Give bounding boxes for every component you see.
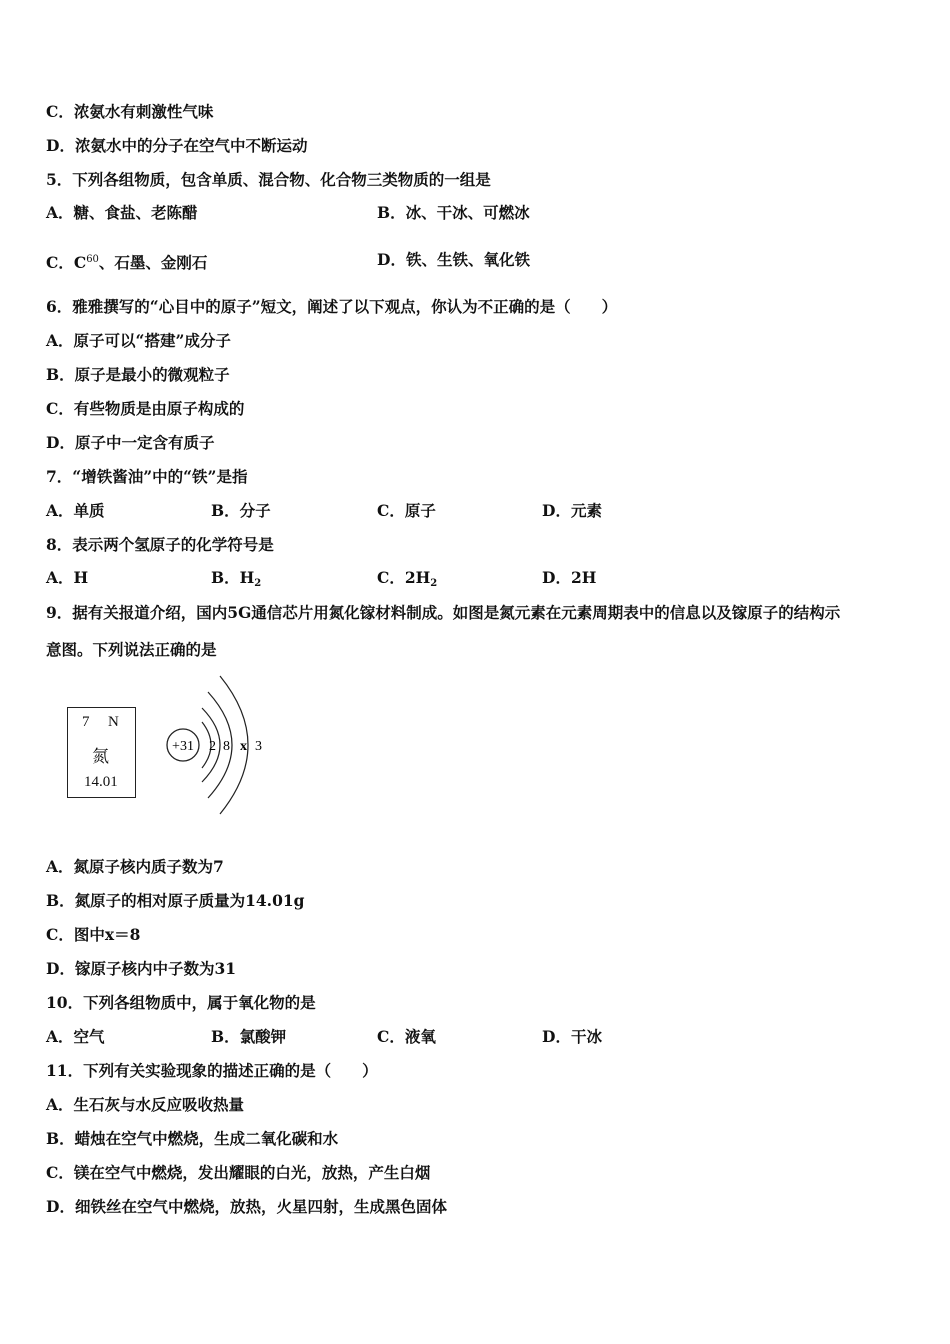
q8-option-c-text: C．2H [377,568,431,587]
atom-structure-diagram [60,670,320,820]
question-6: 6．雅雅撰写的“心目中的原子”短文，阐述了以下观点，你认为不正确的是（ ） [46,297,618,316]
question-5: 5．下列各组物质，包含单质、混合物、化合物三类物质的一组是 [46,170,491,189]
nucleus-charge: +31 [172,739,194,754]
q9-option-d: D．镓原子核内中子数为31 [46,959,237,978]
question-8: 8．表示两个氢原子的化学符号是 [46,535,274,554]
q10-option-a: A．空气 [46,1027,105,1046]
question-9-figure [60,670,320,820]
question-9-line-2: 意图。下列说法正确的是 [46,640,217,659]
q8-option-b-subscript: 2 [254,578,262,589]
q5-option-c-superscript: 60 [86,254,99,265]
shell-4-count: 3 [255,739,262,754]
shell-2-count: 8 [223,739,230,754]
q6-option-c: C．有些物质是由原子构成的 [46,399,245,418]
shell-3-count: x [240,739,247,754]
q8-option-b-text: B．H [211,568,255,587]
q5-option-d: D．铁、生铁、氧化铁 [377,250,530,269]
question-11: 11．下列有关实验现象的描述正确的是（ ） [46,1061,378,1080]
q7-option-c: C．原子 [377,501,436,520]
q8-option-d: D．2H [542,568,597,587]
q11-option-c: C．镁在空气中燃烧，发出耀眼的白光，放热，产生白烟 [46,1163,431,1182]
q6-option-a: A．原子可以“搭建”成分子 [46,331,231,350]
q8-option-c [377,568,437,594]
q9-option-a: A．氮原子核内质子数为7 [46,857,224,876]
question-9-line-1: 9．据有关报道介绍，国内5G通信芯片用氮化镓材料制成。如图是氮元素在元素周期表中的信息以及镓原子的结构示 [46,603,841,622]
q6-option-d: D．原子中一定含有质子 [46,433,215,452]
q8-option-a: A．H [46,568,89,587]
q4-option-c: C．浓氨水有刺激性气味 [46,102,214,121]
q10-option-d: D．干冰 [542,1027,602,1046]
q7-option-b: B．分子 [211,501,271,520]
q7-option-a: A．单质 [46,501,105,520]
q5-option-a: A．糖、食盐、老陈醋 [46,203,198,222]
element-atomic-number: 7 [82,714,90,730]
q10-option-b: B．氯酸钾 [211,1027,287,1046]
q7-option-d: D．元素 [542,501,602,520]
question-10: 10．下列各组物质中，属于氧化物的是 [46,993,316,1012]
q9-option-b: B．氮原子的相对原子质量为14.01g [46,891,305,910]
q4-option-d: D．浓氨水中的分子在空气中不断运动 [46,136,308,155]
question-7: 7．“增铁酱油”中的“铁”是指 [46,467,248,486]
q8-option-c-subscript: 2 [430,578,438,589]
q11-option-b: B．蜡烛在空气中燃烧，生成二氧化碳和水 [46,1129,339,1148]
element-atomic-mass: 14.01 [84,774,118,790]
element-symbol: N [108,714,119,730]
q6-option-b: B．原子是最小的微观粒子 [46,365,230,384]
q11-option-a: A．生石灰与水反应吸收热量 [46,1095,245,1114]
q9-option-c: C．图中x＝8 [46,925,141,944]
q5-option-c-rest: 、石墨、金刚石 [98,253,208,272]
q5-option-c [46,250,207,273]
q10-option-c: C．液氧 [377,1027,436,1046]
shell-1-count: 2 [209,739,216,754]
element-name: 氮 [92,747,109,766]
q5-option-c-prefix: C．C [46,253,87,272]
q8-option-b [211,568,261,594]
q11-option-d: D．细铁丝在空气中燃烧，放热，火星四射，生成黑色固体 [46,1197,447,1216]
q5-option-b: B．冰、干冰、可燃冰 [377,203,530,222]
